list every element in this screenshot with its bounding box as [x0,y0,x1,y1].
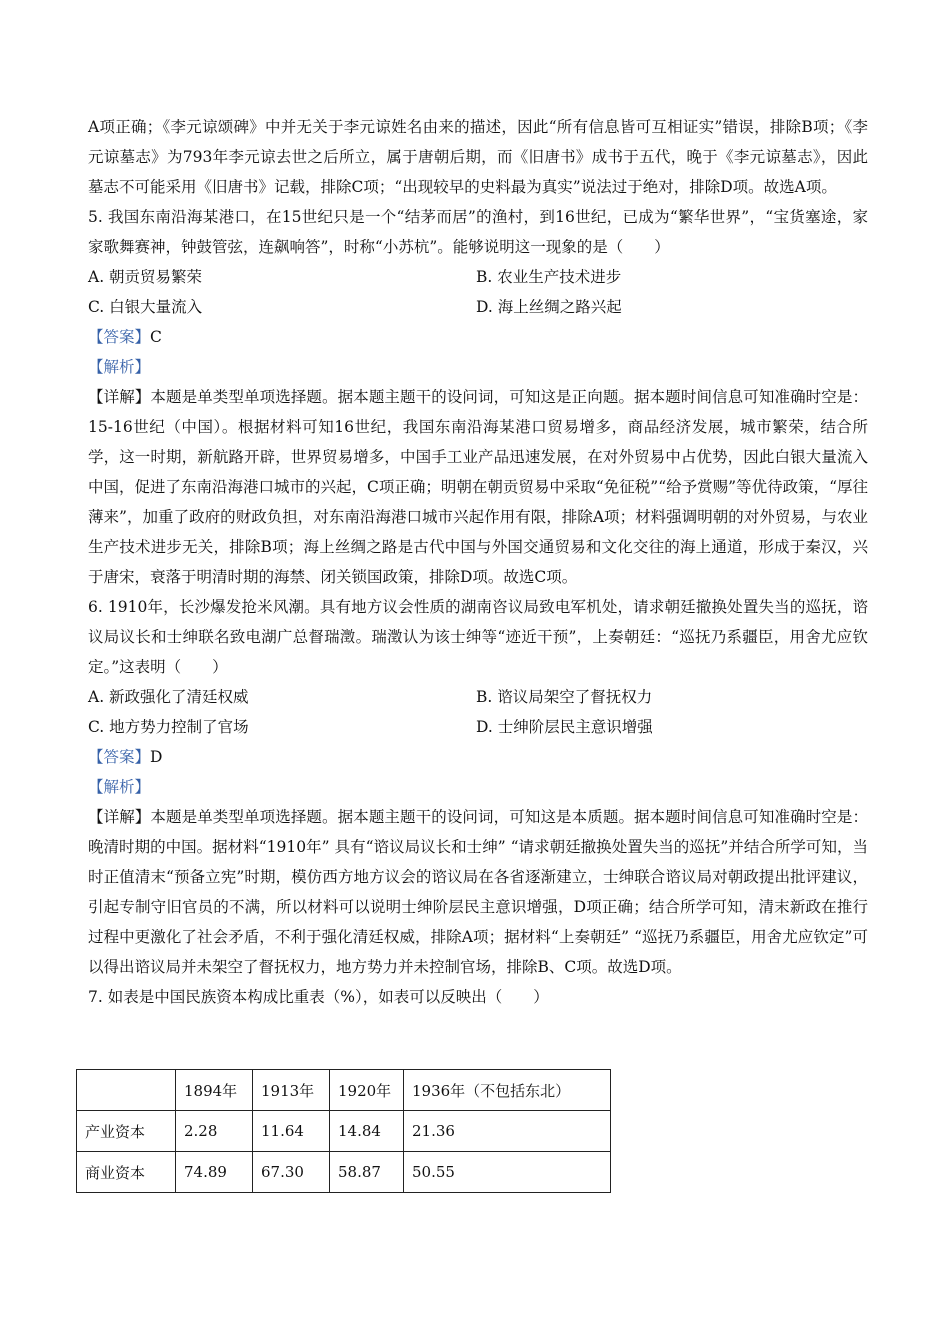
q5-options-row-2 [88,292,868,322]
q5-analysis-heading [88,352,868,382]
table-header-cell: 1894年 [176,1070,253,1111]
table-cell: 产业资本 [77,1111,176,1152]
q6-option-d: D. 士绅阶层民主意识增强 [476,718,653,736]
q7-stem: 7. 如表是中国民族资本构成比重表（%），如表可以反映出（ ） [88,988,549,1006]
q5-option-c: C. 白银大量流入 [88,298,203,316]
q6-detail-text: 本题是单类型单项选择题。据本题主题干的设问词，可知这是本质题。据本题时间信息可知准确时空是：晚清时期的中国。据材料“1910年” 具有“谘议局议长和士绅” “请求朝廷撤换处置失当的巡抚”并结合所学可知，当时正值清末“预备立宪”时期，模仿西方地方议会的谘议局在各省逐渐建立，士绅联合谘议局对朝政提出批评建议，引起专制守旧官员的不满，所以材料可以说明士绅阶层民主意识增强，D项正确；结合所学可知，清末新政在推行过程中更激化了社会矛盾，不利于强化清廷权威，排除A项；据材料“上奏朝廷” “巡抚乃系疆臣，用舍尤应钦定”可以得出谘议局并未架空了督抚权力，地方势力并未控制官场，排除B、C项。故选D项。 [88,808,868,976]
q5-detail [88,382,868,592]
q6-answer [88,742,868,772]
q5-option-a: A. 朝贡贸易繁荣 [88,268,203,286]
table-cell: 50.55 [404,1152,611,1193]
table-row [77,1111,611,1152]
q5-detail-text: 本题是单类型单项选择题。据本题主题干的设问词，可知这是正向题。据本题时间信息可知准确时空是：15-16世纪（中国）。根据材料可知16世纪，我国东南沿海某港口贸易增多，商品经济发展，城市繁荣，结合所学，这一时期，新航路开辟，世界贸易增多，中国手工业产品迅速发展，在对外贸易中占优势，因此白银大量流入中国，促进了东南沿海港口城市的兴起，C项正确；明朝在朝贡贸易中采取“免征税”“给予赏赐”等优待政策，“厚往薄来”，加重了政府的财政负担，对东南沿海港口城市兴起作用有限，排除A项；材料强调明朝的对外贸易，与农业生产技术进步无关，排除B项；海上丝绸之路是古代中国与外国交通贸易和文化交往的海上通道，形成于秦汉，兴于唐宋，衰落于明清时期的海禁、闭关锁国政策，排除D项。故选C项。 [88,388,868,586]
table-row [77,1152,611,1193]
table-cell: 14.84 [330,1111,404,1152]
table-cell: 11.64 [253,1111,330,1152]
prev-analysis-paragraph: A项正确；《李元谅颂碑》中并无关于李元谅姓名由来的描述，因此“所有信息皆可互相证实”错误，排除B项；《李元谅墓志》为793年李元谅去世之后所立，属于唐朝后期，而《旧唐书》成书于五代，晚于《李元谅墓志》，因此墓志不可能采用《旧唐书》记载，排除C项；“出现较早的史料最为真实”说法过于绝对，排除D项。故选A项。 [88,118,868,196]
q6-detail [88,802,868,982]
q5-option-d: D. 海上丝绸之路兴起 [476,298,622,316]
q6-option-c: C. 地方势力控制了官场 [88,718,249,736]
q6-stem: 6. 1910年，长沙爆发抢米风潮。具有地方议会性质的湖南咨议局致电军机处，请求朝廷撤换处置失当的巡抚，谘议局议长和士绅联名致电湖广总督瑞澂。瑞澂认为该士绅等“迹近干预”，上奏朝廷：“巡抚乃系疆臣，用舍尤应钦定。”这表明（ ） [88,598,868,676]
q6-option-b: B. 谘议局架空了督抚权力 [476,688,653,706]
table-cell: 67.30 [253,1152,330,1193]
q6-detail-tag: 【详解】 [88,808,151,826]
capital-composition-table [76,1069,611,1193]
table-cell: 74.89 [176,1152,253,1193]
q5-answer-value: C [150,328,162,346]
table-cell: 21.36 [404,1111,611,1152]
table-cell: 58.87 [330,1152,404,1193]
q6-option-a: A. 新政强化了清廷权威 [88,688,249,706]
q5-option-b: B. 农业生产技术进步 [476,268,622,286]
q5-answer-tag: 【答案】 [88,328,151,346]
q6-options-row-1 [88,682,868,712]
table-header-cell: 1936年（不包括东北） [404,1070,611,1111]
q5-stem: 5. 我国东南沿海某港口，在15世纪只是一个“结茅而居”的渔村，到16世纪，已成为“繁华世界”，“宝货塞途，家家歌舞赛神，钟鼓管弦，连飙响答”，时称“小苏杭”。能够说明这一现象的是（ ） [88,208,868,256]
table-cell: 商业资本 [77,1152,176,1193]
table-header-cell: 1913年 [253,1070,330,1111]
q6-options-row-2 [88,712,868,742]
q6-answer-tag: 【答案】 [88,748,151,766]
table-header-row [77,1070,611,1111]
q6-analysis-tag: 【解析】 [88,778,151,796]
table-header-cell: 1920年 [330,1070,404,1111]
q5-detail-tag: 【详解】 [88,388,151,406]
q5-analysis-tag: 【解析】 [88,358,151,376]
q6-answer-value: D [150,748,163,766]
table-cell: 2.28 [176,1111,253,1152]
q5-answer [88,322,868,352]
q6-analysis-heading [88,772,868,802]
table-header-cell [77,1070,176,1111]
document-content [88,112,868,1012]
q5-options-row-1 [88,262,868,292]
